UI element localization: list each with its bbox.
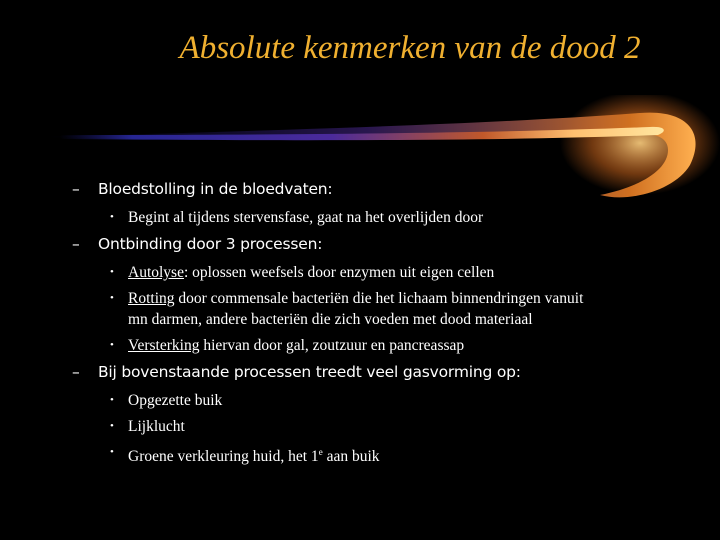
dash-marker: –	[72, 180, 80, 198]
slide-title: Absolute kenmerken van de dood 2	[179, 30, 641, 66]
sub-bullet	[110, 390, 222, 411]
term-description: hiervan door gal, zoutzuur en pancreassap	[199, 337, 465, 354]
bullet-marker: •	[110, 266, 114, 278]
term-description-continued: mn darmen, andere bacteriën die zich voeden met dood materiaal	[128, 311, 533, 328]
bullet-marker: •	[110, 420, 114, 432]
bullet-marker: •	[110, 446, 114, 458]
text-part: aan buik	[322, 448, 380, 466]
bullet-text: Bloedstolling in de bloedvaten:	[98, 180, 333, 198]
sub-bullet-text	[128, 288, 583, 330]
dash-marker: –	[72, 363, 80, 381]
sub-bullet-text: Begint al tijdens stervensfase, gaat na het overlijden door	[128, 209, 484, 226]
bullet-text: Ontbinding door 3 processen:	[98, 235, 323, 253]
sub-bullet-autolyse	[110, 262, 494, 283]
bullet-marker: •	[110, 394, 114, 406]
bullet-text: Bij bovenstaande processen treedt veel gasvorming op:	[98, 363, 521, 381]
sub-bullet	[110, 416, 185, 437]
bullet-gasvorming	[72, 363, 521, 381]
dash-marker: –	[72, 235, 80, 253]
sub-bullet-rotting	[110, 288, 583, 330]
sub-bullet-text	[128, 262, 494, 283]
term-autolyse: Autolyse	[128, 264, 184, 281]
sub-bullet-text	[128, 335, 464, 356]
bullet-marker: •	[110, 292, 114, 304]
bullet-marker: •	[110, 339, 114, 351]
sub-bullet	[110, 442, 380, 467]
bullet-marker: •	[110, 211, 114, 223]
sub-bullet	[110, 207, 483, 228]
sub-bullet-versterking	[110, 335, 464, 356]
superscript: e	[318, 447, 323, 457]
term-description: : oplossen weefsels door enzymen uit eigen cellen	[183, 264, 495, 281]
text-part: Groene verkleuring huid, het 1	[128, 448, 319, 466]
term-description: door commensale bacteriën die het lichaam binnendringen vanuit	[174, 290, 584, 307]
sub-bullet-text: Opgezette buik	[128, 392, 223, 409]
term-rotting: Rotting	[128, 290, 175, 307]
sub-bullet-text	[128, 442, 380, 467]
sub-bullet-text: Lijklucht	[128, 418, 185, 435]
bullet-bloedstolling	[72, 180, 332, 198]
bullet-ontbinding	[72, 235, 322, 253]
term-versterking: Versterking	[128, 337, 200, 354]
